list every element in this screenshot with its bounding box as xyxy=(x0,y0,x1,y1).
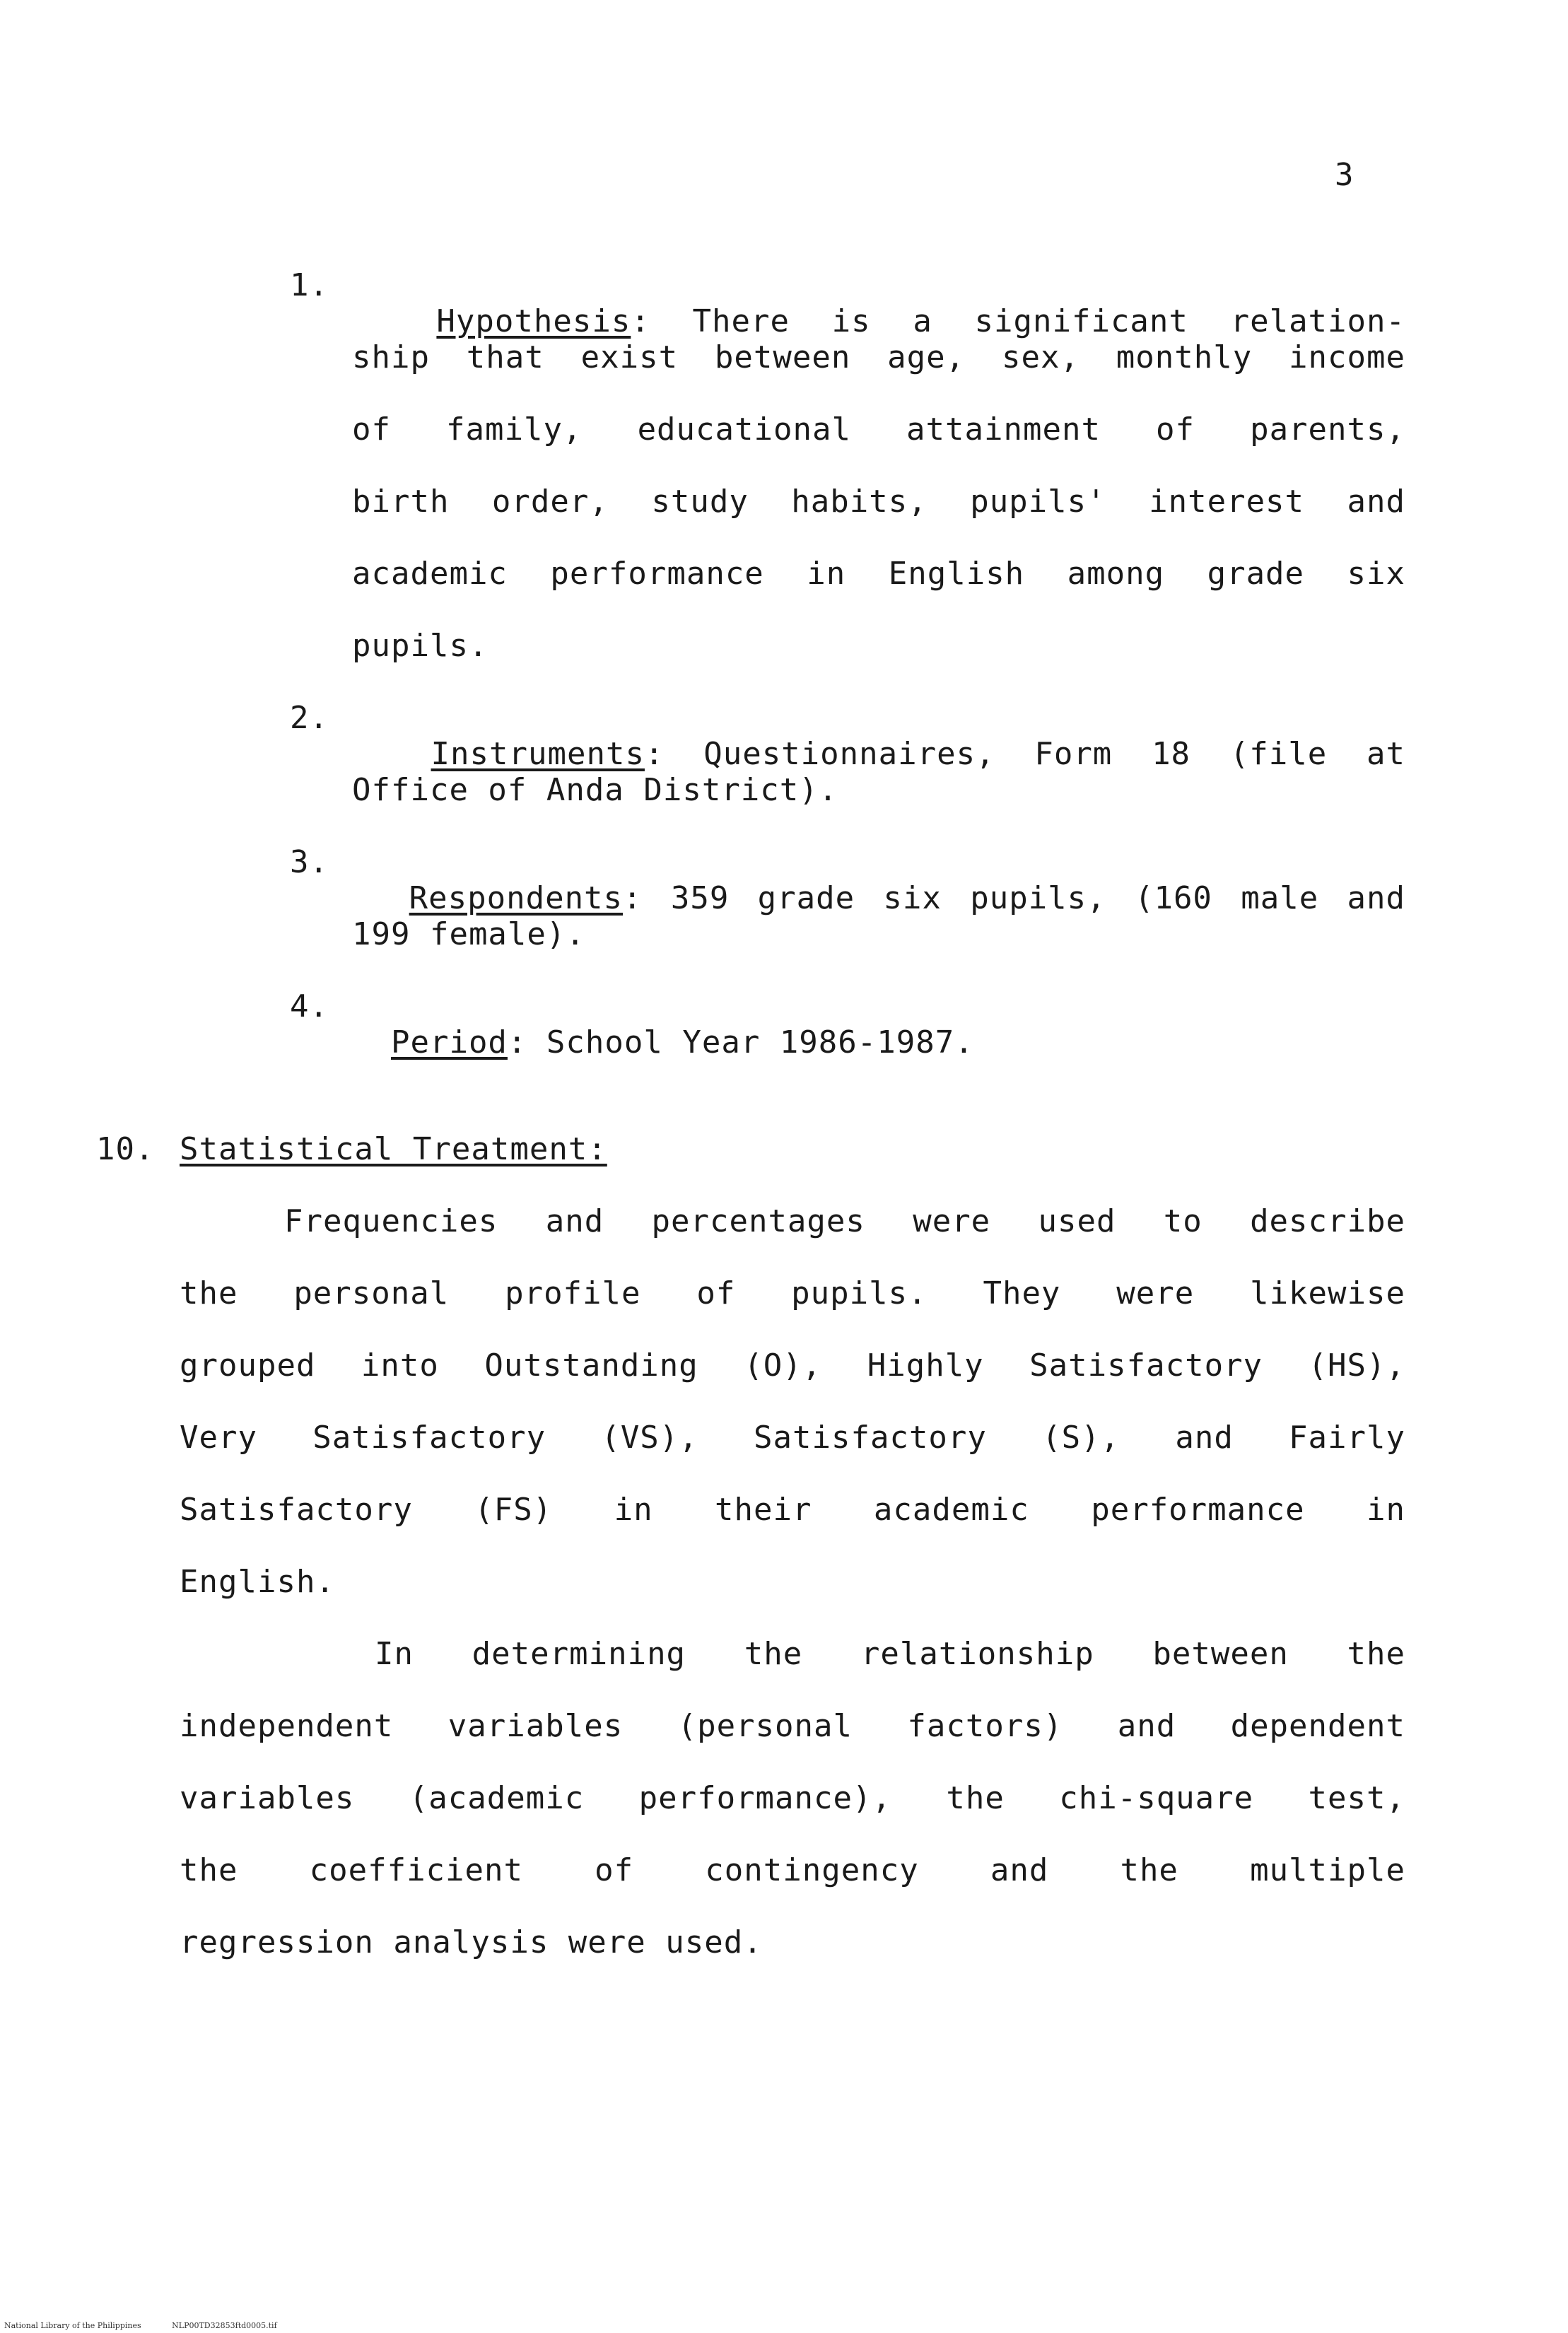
paragraph-line: Frequencies and percentages were used to describe xyxy=(284,1203,1405,1239)
item-number: 3. xyxy=(290,844,329,880)
item-line: academic performance in English among grade six xyxy=(352,556,1405,592)
item-number: 4. xyxy=(290,988,329,1024)
section-title: Statistical Treatment: xyxy=(180,1131,607,1167)
item-line: pupils. xyxy=(352,628,488,664)
item-line: Hypothesis: There is a significant relation- xyxy=(436,303,1406,339)
page-number: 3 xyxy=(1335,157,1354,193)
item-label-respondents: Respondents xyxy=(409,880,624,916)
item-number: 1. xyxy=(290,267,329,303)
item-line: Period: School Year 1986-1987. xyxy=(390,1024,974,1060)
paragraph-line: the personal profile of pupils. They were likewise xyxy=(180,1275,1405,1311)
paragraph-line: Satisfactory (FS) in their academic performance in xyxy=(180,1492,1405,1528)
paragraph-line: grouped into Outstanding (O), Highly Satisfactory (HS), xyxy=(180,1347,1405,1384)
paragraph-line: Very Satisfactory (VS), Satisfactory (S), and Fairly xyxy=(180,1420,1405,1456)
paragraph-line: the coefficient of contingency and the multiple xyxy=(180,1852,1405,1888)
item-line: ship that exist between age, sex, monthly income xyxy=(352,339,1405,375)
paragraph-line: independent variables (personal factors) and dependent xyxy=(180,1708,1405,1744)
paragraph-line: regression analysis were used. xyxy=(180,1924,763,1960)
item-line: Respondents: 359 grade six pupils, (160 male and xyxy=(409,880,1405,916)
item-line: Office of Anda District). xyxy=(352,772,838,808)
footer-filename: NLP00TD32853ftd0005.tif xyxy=(172,2321,277,2330)
item-label-hypothesis: Hypothesis xyxy=(436,303,631,339)
item-line: Instruments: Questionnaires, Form 18 (file at xyxy=(431,736,1406,772)
item-line: of family, educational attainment of parents, xyxy=(352,411,1405,448)
paragraph-line: variables (academic performance), the chi-square test, xyxy=(180,1780,1405,1816)
section-number: 10. xyxy=(96,1131,155,1167)
paragraph-line: In determining the relationship between the xyxy=(375,1636,1405,1672)
footer-library: National Library of the Philippines xyxy=(4,2321,141,2330)
item-number: 2. xyxy=(290,700,329,736)
item-label-instruments: Instruments xyxy=(431,736,645,772)
item-line: birth order, study habits, pupils' interest and xyxy=(352,484,1405,520)
item-line: 199 female). xyxy=(352,916,585,952)
item-label-period: Period xyxy=(390,1024,508,1060)
paragraph-line: English. xyxy=(180,1564,335,1600)
scan-footer xyxy=(4,2321,305,2330)
